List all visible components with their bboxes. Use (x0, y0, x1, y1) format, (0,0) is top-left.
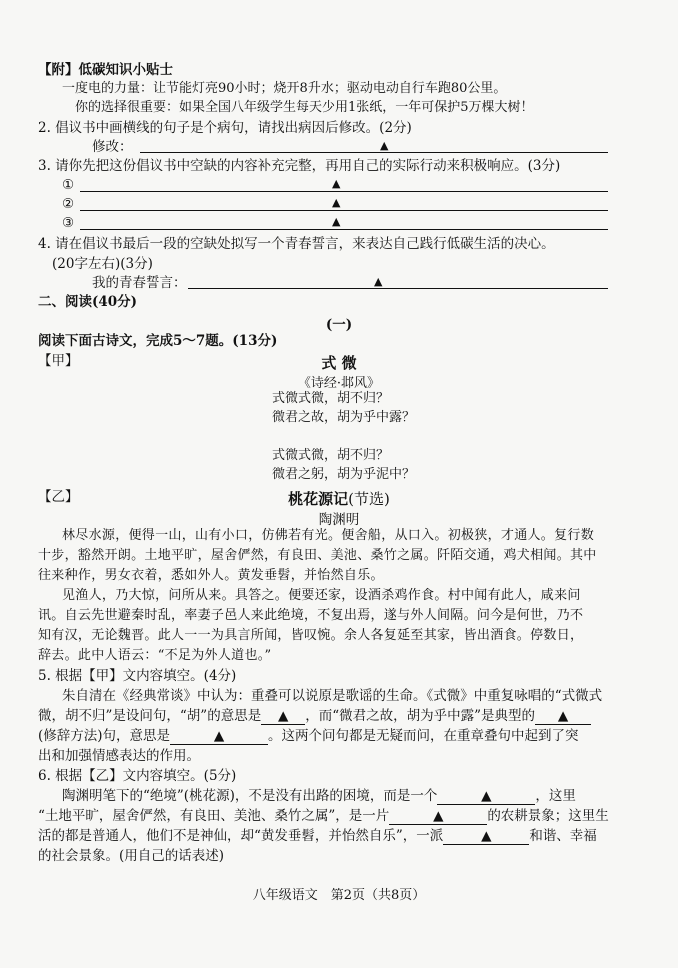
q6-line-1 (62, 788, 576, 805)
jia-line-1: 式微式微，胡不归？ (272, 391, 390, 406)
jia-line-3: 式微式微，胡不归？ (272, 448, 390, 463)
q3-item-3-label: ③ (62, 215, 75, 231)
q6-line-3-b: 和谐、幸福 (529, 828, 597, 844)
q3-answer-line-3[interactable] (80, 229, 608, 230)
q2-fix-label: 修改： (92, 139, 133, 155)
q6-blank-2[interactable]: ▲ (389, 809, 487, 825)
yi-author: 陶渊明 (318, 512, 360, 528)
q5-line-1: 朱自清在《经典常谈》中认为：重叠可以说原是歌谣的生命。《式微》中重复咏唱的“式微式 (62, 688, 603, 704)
tips-line-2: 你的选择很重要：如果全国八年级学生每天少用1张纸，一年可保护5万棵大树！ (75, 100, 534, 115)
q3-item-1-label: ① (62, 177, 75, 193)
yi-title: 桃花源记 (288, 490, 349, 508)
jia-source: 《诗经·邶风》 (297, 376, 381, 391)
q6-blank-1[interactable]: ▲ (437, 789, 535, 805)
q5-line-2 (38, 708, 591, 725)
q6-line-1-b: ，这里 (535, 788, 576, 804)
tips-line-1: 一度电的力量：让节能灯亮90小时；烧开8升水；驱动电动自行车跑80公里。 (62, 81, 507, 96)
yi-para2-line-2: 讯。自云先世避秦时乱，率妻子邑人来此绝境，不复出焉，遂与外人间隔。问今是何世，乃不 (38, 608, 584, 623)
q5-line-2-b: ，而“微君之故，胡为乎中露”是典型的 (305, 708, 536, 724)
q4-answer-line[interactable] (188, 288, 608, 289)
q5-line-3-a: (修辞方法)句，意思是 (38, 728, 171, 744)
q5-line-3 (38, 728, 579, 745)
q3-triangle-1: ▲ (332, 177, 341, 190)
q3-answer-line-1[interactable] (80, 191, 608, 192)
q6-line-2 (38, 808, 609, 825)
page-footer: 八年级语文 第2页（共8页） (252, 888, 426, 903)
yi-marker: 【乙】 (38, 489, 79, 505)
q2-answer-line[interactable] (140, 152, 608, 153)
question-5: 5. 根据【甲】文内容填空。(4分) (38, 668, 237, 684)
q3-item-2-label: ② (62, 196, 75, 212)
q5-line-3-b: 。这两个问句都是无疑而问，在重章叠句中起到了突 (268, 728, 579, 744)
jia-title: 式 微 (321, 354, 357, 372)
q5-blank-2[interactable]: ▲ (535, 709, 591, 725)
q3-triangle-3: ▲ (332, 215, 341, 228)
jia-line-2: 微君之故，胡为乎中露？ (272, 410, 416, 425)
part-1-heading: (一) (325, 317, 353, 333)
yi-para1-line-2: 十步，豁然开朗。土地平旷，屋舍俨然，有良田、美池、桑竹之属。阡陌交通，鸡犬相闻。其中 (38, 548, 597, 563)
q3-triangle-2: ▲ (332, 196, 341, 209)
jia-marker: 【甲】 (38, 353, 79, 369)
q5-blank-3[interactable]: ▲ (170, 729, 268, 745)
q2-triangle-marker: ▲ (380, 139, 389, 152)
question-4: 4. 请在倡议书最后一段的空缺处拟写一个青春誓言，来表达自己践行低碳生活的决心。 (38, 236, 555, 252)
q5-line-4: 出和加强情感表达的作用。 (38, 748, 200, 764)
question-4-note: (20字左右)(3分) (52, 256, 153, 272)
q5-blank-1[interactable]: ▲ (261, 709, 305, 725)
yi-title-row (0, 488, 678, 509)
q6-line-4: 的社会景象。(用自己的话表述) (38, 848, 225, 864)
section-2-heading: 二、阅读(40分) (38, 294, 138, 310)
yi-para2-line-1: 见渔人，乃大惊，问所从来。具答之。便要还家，设酒杀鸡作食。村中闻有此人，咸来问 (62, 588, 581, 603)
tips-heading: 【附】低碳知识小贴士 (38, 62, 173, 78)
yi-para2-line-4: 辞去。此中人语云：“不足为外人道也。” (38, 648, 272, 663)
yi-title-note: (节选) (348, 490, 390, 508)
q6-line-2-a: “土地平旷，屋舍俨然，有良田、美池、桑竹之属”，是一片 (38, 808, 390, 824)
q5-line-2-a: 微，胡不归”是设问句，“胡”的意思是 (38, 708, 262, 724)
yi-para1-line-1: 林尽水源，便得一山，山有小口，仿佛若有光。便舍船，从口入。初极狭，才通人。复行数 (62, 528, 595, 543)
q4-vow-label: 我的青春誓言： (92, 275, 187, 291)
q3-answer-line-2[interactable] (80, 210, 608, 211)
yi-para2-line-3: 知有汉，无论魏晋。此人一一为具言所闻，皆叹惋。余人各复延至其家，皆出酒食。停数日， (38, 628, 584, 643)
jia-line-4: 微君之躬，胡为乎泥中？ (272, 467, 416, 482)
q6-line-3-a: 活的都是普通人，他们不是神仙，却“黄发垂髫，并怡然自乐”，一派 (38, 828, 444, 844)
question-3: 3. 请你先把这份倡议书中空缺的内容补充完整，再用自己的实际行动来积极响应。(3分) (38, 158, 561, 174)
q4-triangle: ▲ (374, 275, 383, 288)
q6-line-3 (38, 828, 597, 845)
reading-instruction: 阅读下面古诗文，完成5～7题。(13分) (38, 333, 278, 349)
q6-blank-3[interactable]: ▲ (443, 829, 529, 845)
question-6: 6. 根据【乙】文内容填空。(5分) (38, 768, 237, 784)
yi-para1-line-3: 往来种作，男女衣着，悉如外人。黄发垂髫，并怡然自乐。 (38, 568, 384, 583)
q6-line-1-a: 陶渊明笔下的“绝境”(桃花源)，不是没有出路的困境，而是一个 (62, 788, 438, 804)
question-2: 2. 倡议书中画横线的句子是个病句，请找出病因后修改。(2分) (38, 120, 412, 136)
q6-line-2-b: 的农耕景象；这里生 (487, 808, 609, 824)
